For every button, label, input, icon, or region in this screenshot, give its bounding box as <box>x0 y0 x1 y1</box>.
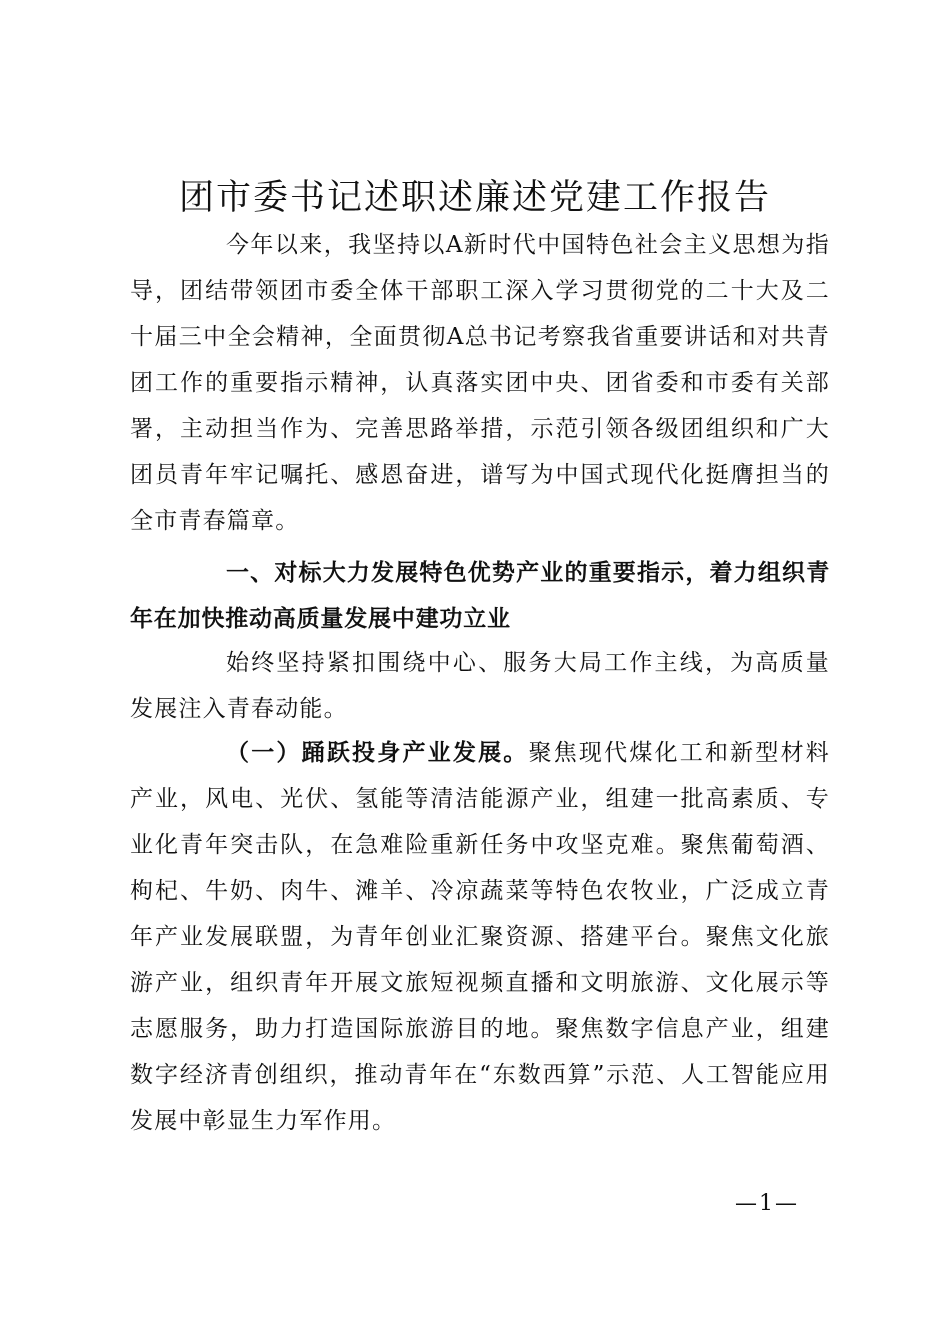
page-number: —1— <box>735 1191 799 1216</box>
item-heading: （一）踊跃投身产业发展。 <box>226 740 529 766</box>
document-title: 团市委书记述职述廉述党建工作报告 <box>178 178 771 218</box>
intro-paragraph: 今年以来，我坚持以A新时代中国特色社会主义思想为指导，团结带领团市委全体干部职工深入学习贯彻党的二十大及二十届三中全会精神，全面贯彻A总书记考察我省重要讲话和对共青团工作的重要指示精神，认真落实团中央、团省委和市委有关部署，主动担当作为、完善思路举措，示范引领各级团组织和广大团员青年牢记嘱托、感恩奋进，谱写为中国式现代化挺膺担当的全市青春篇章。 <box>130 232 830 534</box>
item-text: 聚焦现代煤化工和新型材料产业，风电、光伏、氢能等清洁能源产业，组建一批高素质、专业化青年突击队，在急难险重新任务中攻坚克难。聚焦葡萄酒、枸杞、牛奶、肉牛、滩羊、冷凉蔬菜等特色农牧业，广泛成立青年产业发展联盟，为青年创业汇聚资源、搭建平台。聚焦文化旅游产业，组织青年开展文旅短视频直播和文明旅游、文化展示等志愿服务，助力打造国际旅游目的地。聚焦数字信息产业，组建数字经济青创组织，推动青年在“东数西算”示范、人工智能应用发展中彰显生力军作用。 <box>130 740 830 1134</box>
section-summary-paragraph: 始终坚持紧扣围绕中心、服务大局工作主线，为高质量发展注入青春动能。 <box>130 650 830 722</box>
section-item-paragraph <box>130 730 830 1144</box>
section-heading: 一、对标大力发展特色优势产业的重要指示，着力组织青年在加快推动高质量发展中建功立业 <box>130 560 830 632</box>
